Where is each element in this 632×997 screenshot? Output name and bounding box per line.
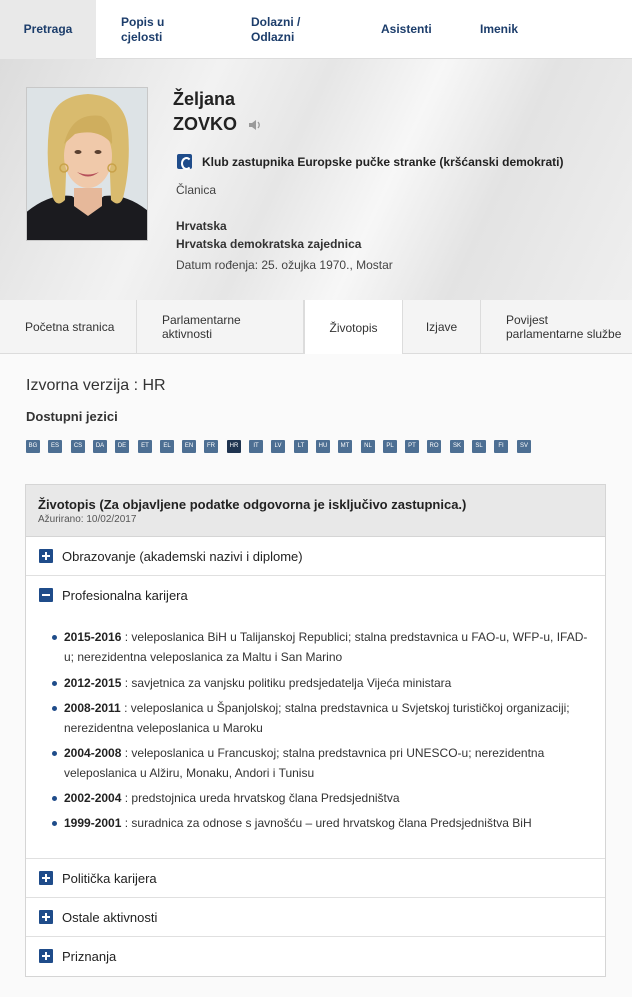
section-label: Profesionalna karijera: [62, 588, 188, 603]
nav-tab-label: Asistenti: [381, 22, 432, 36]
language-chip-bg[interactable]: BG: [26, 440, 40, 453]
political-group[interactable]: Klub zastupnika Europske pučke stranke (kršćanski demokrati): [202, 155, 564, 169]
language-chip-lv[interactable]: LV: [271, 440, 285, 453]
tab-label: Životopis: [329, 320, 378, 335]
cv-updated-date: Ažurirano: 10/02/2017: [38, 514, 137, 525]
tab-cv[interactable]: [304, 300, 403, 355]
language-chip-cs[interactable]: CS: [71, 440, 85, 453]
plus-icon[interactable]: [39, 910, 53, 924]
list-item: 2015-2016 : veleposlanica BiH u Talijanskoj Republici; stalna predstavnica u FAO-u, WFP-u, IFAD-u; nerezidentna veleposlanica za Maltu i San Marino: [64, 627, 594, 667]
language-chip-sv[interactable]: SV: [517, 440, 531, 453]
source-version: Izvorna verzija : HR: [26, 377, 166, 394]
section-label: Ostale aktivnosti: [62, 910, 158, 925]
bullet-icon: [52, 751, 57, 756]
mep-birth-info: Datum rođenja: 25. ožujka 1970., Mostar: [176, 258, 393, 272]
language-chip-fr[interactable]: FR: [204, 440, 218, 453]
language-chip-pt[interactable]: PT: [405, 440, 419, 453]
language-chip-el[interactable]: EL: [160, 440, 174, 453]
list-item: 2008-2011 : veleposlanica u Španjolskoj; stalna predstavnica u Svjetskoj turističkoj organizaciji; nerezidentna veleposlanica u Maroku: [64, 698, 594, 738]
plus-icon[interactable]: [39, 549, 53, 563]
tab-label: Povijest parlamentarne službe: [506, 313, 622, 341]
language-chip-en[interactable]: EN: [182, 440, 196, 453]
language-chip-sl[interactable]: SL: [472, 440, 486, 453]
tab-label: Parlamentarne aktivnosti: [162, 313, 241, 341]
tab-statements[interactable]: [403, 300, 481, 354]
mep-last-name: ZOVKO: [173, 114, 238, 134]
section-label: Obrazovanje (akademski nazivi i diplome): [62, 549, 303, 564]
list-item: 2004-2008 : veleposlanica u Francuskoj; stalna predstavnica pri UNESCO-u; nerezidentna veleposlanica u Alžiru, Monaku, Andori i Tunisu: [64, 743, 594, 783]
epp-logo-icon: [177, 154, 192, 169]
cv-panel: [25, 484, 606, 977]
language-chip-pl[interactable]: PL: [383, 440, 397, 453]
language-chip-fi[interactable]: FI: [494, 440, 508, 453]
mep-header: [0, 59, 632, 300]
language-chip-lt[interactable]: LT: [294, 440, 308, 453]
language-chip-hr[interactable]: HR: [227, 440, 241, 453]
nav-tab-assistants[interactable]: [381, 0, 432, 59]
plus-icon[interactable]: [39, 949, 53, 963]
minus-icon[interactable]: [39, 588, 53, 602]
nav-tab-directory[interactable]: [480, 0, 518, 59]
language-chip-es[interactable]: ES: [48, 440, 62, 453]
language-chip-hu[interactable]: HU: [316, 440, 330, 453]
profile-tabs: [0, 300, 632, 354]
language-chip-sk[interactable]: SK: [450, 440, 464, 453]
list-item: 1999-2001 : suradnica za odnose s javnošću – ured hrvatskog člana Predsjedništva BiH: [64, 813, 594, 833]
nav-tab-full-list[interactable]: [121, 0, 185, 59]
nav-tab-label: Dolazni / Odlazni: [251, 14, 301, 44]
language-chip-mt[interactable]: MT: [338, 440, 352, 453]
bullet-icon: [52, 821, 57, 826]
cv-content: [0, 354, 632, 997]
language-chip-de[interactable]: DE: [115, 440, 129, 453]
cv-title: Životopis (Za objavljene podatke odgovorna je isključivo zastupnica.): [38, 497, 467, 512]
tab-service-history[interactable]: [481, 300, 632, 354]
mep-national-party: Hrvatska demokratska zajednica: [176, 237, 362, 251]
section-education[interactable]: [26, 537, 605, 576]
available-languages-label: Dostupni jezici: [26, 409, 118, 424]
mep-role: Članica: [176, 183, 217, 197]
section-label: Priznanja: [62, 949, 117, 964]
nav-tab-label: Popis u cjelosti: [121, 14, 165, 44]
nav-tab-label: Pretraga: [23, 22, 73, 36]
bullet-icon: [52, 681, 57, 686]
speaker-icon[interactable]: [248, 119, 262, 131]
tab-label: Početna stranica: [25, 320, 115, 334]
nav-tab-search[interactable]: [0, 0, 96, 59]
bullet-icon: [52, 706, 57, 711]
nav-tab-label: Imenik: [480, 22, 519, 36]
language-chip-da[interactable]: DA: [93, 440, 107, 453]
nav-tab-incoming-outgoing[interactable]: [251, 0, 311, 59]
language-chip-ro[interactable]: RO: [427, 440, 441, 453]
section-other-activities[interactable]: [26, 898, 605, 937]
mep-country: Hrvatska: [176, 219, 227, 233]
section-label: Politička karijera: [62, 871, 157, 886]
bullet-icon: [52, 796, 57, 801]
bullet-icon: [52, 635, 57, 640]
list-item: 2002-2004 : predstojnica ureda hrvatskog člana Predsjedništva: [64, 788, 594, 808]
tab-home[interactable]: [0, 300, 137, 354]
tab-parliamentary-activities[interactable]: [137, 300, 304, 354]
language-chip-it[interactable]: IT: [249, 440, 263, 453]
section-awards[interactable]: [26, 937, 605, 976]
tab-label: Izjave: [425, 320, 458, 334]
list-item: 2012-2015 : savjetnica za vanjsku politiku predsjedatelja Vijeća ministara: [64, 673, 594, 693]
mep-first-name: Željana: [173, 89, 236, 109]
mep-photo: [26, 87, 148, 241]
language-chip-nl[interactable]: NL: [361, 440, 375, 453]
plus-icon[interactable]: [39, 871, 53, 885]
section-political-career[interactable]: [26, 859, 605, 898]
language-chip-et[interactable]: ET: [138, 440, 152, 453]
top-navigation: [0, 0, 632, 59]
cv-panel-header: [26, 485, 605, 537]
